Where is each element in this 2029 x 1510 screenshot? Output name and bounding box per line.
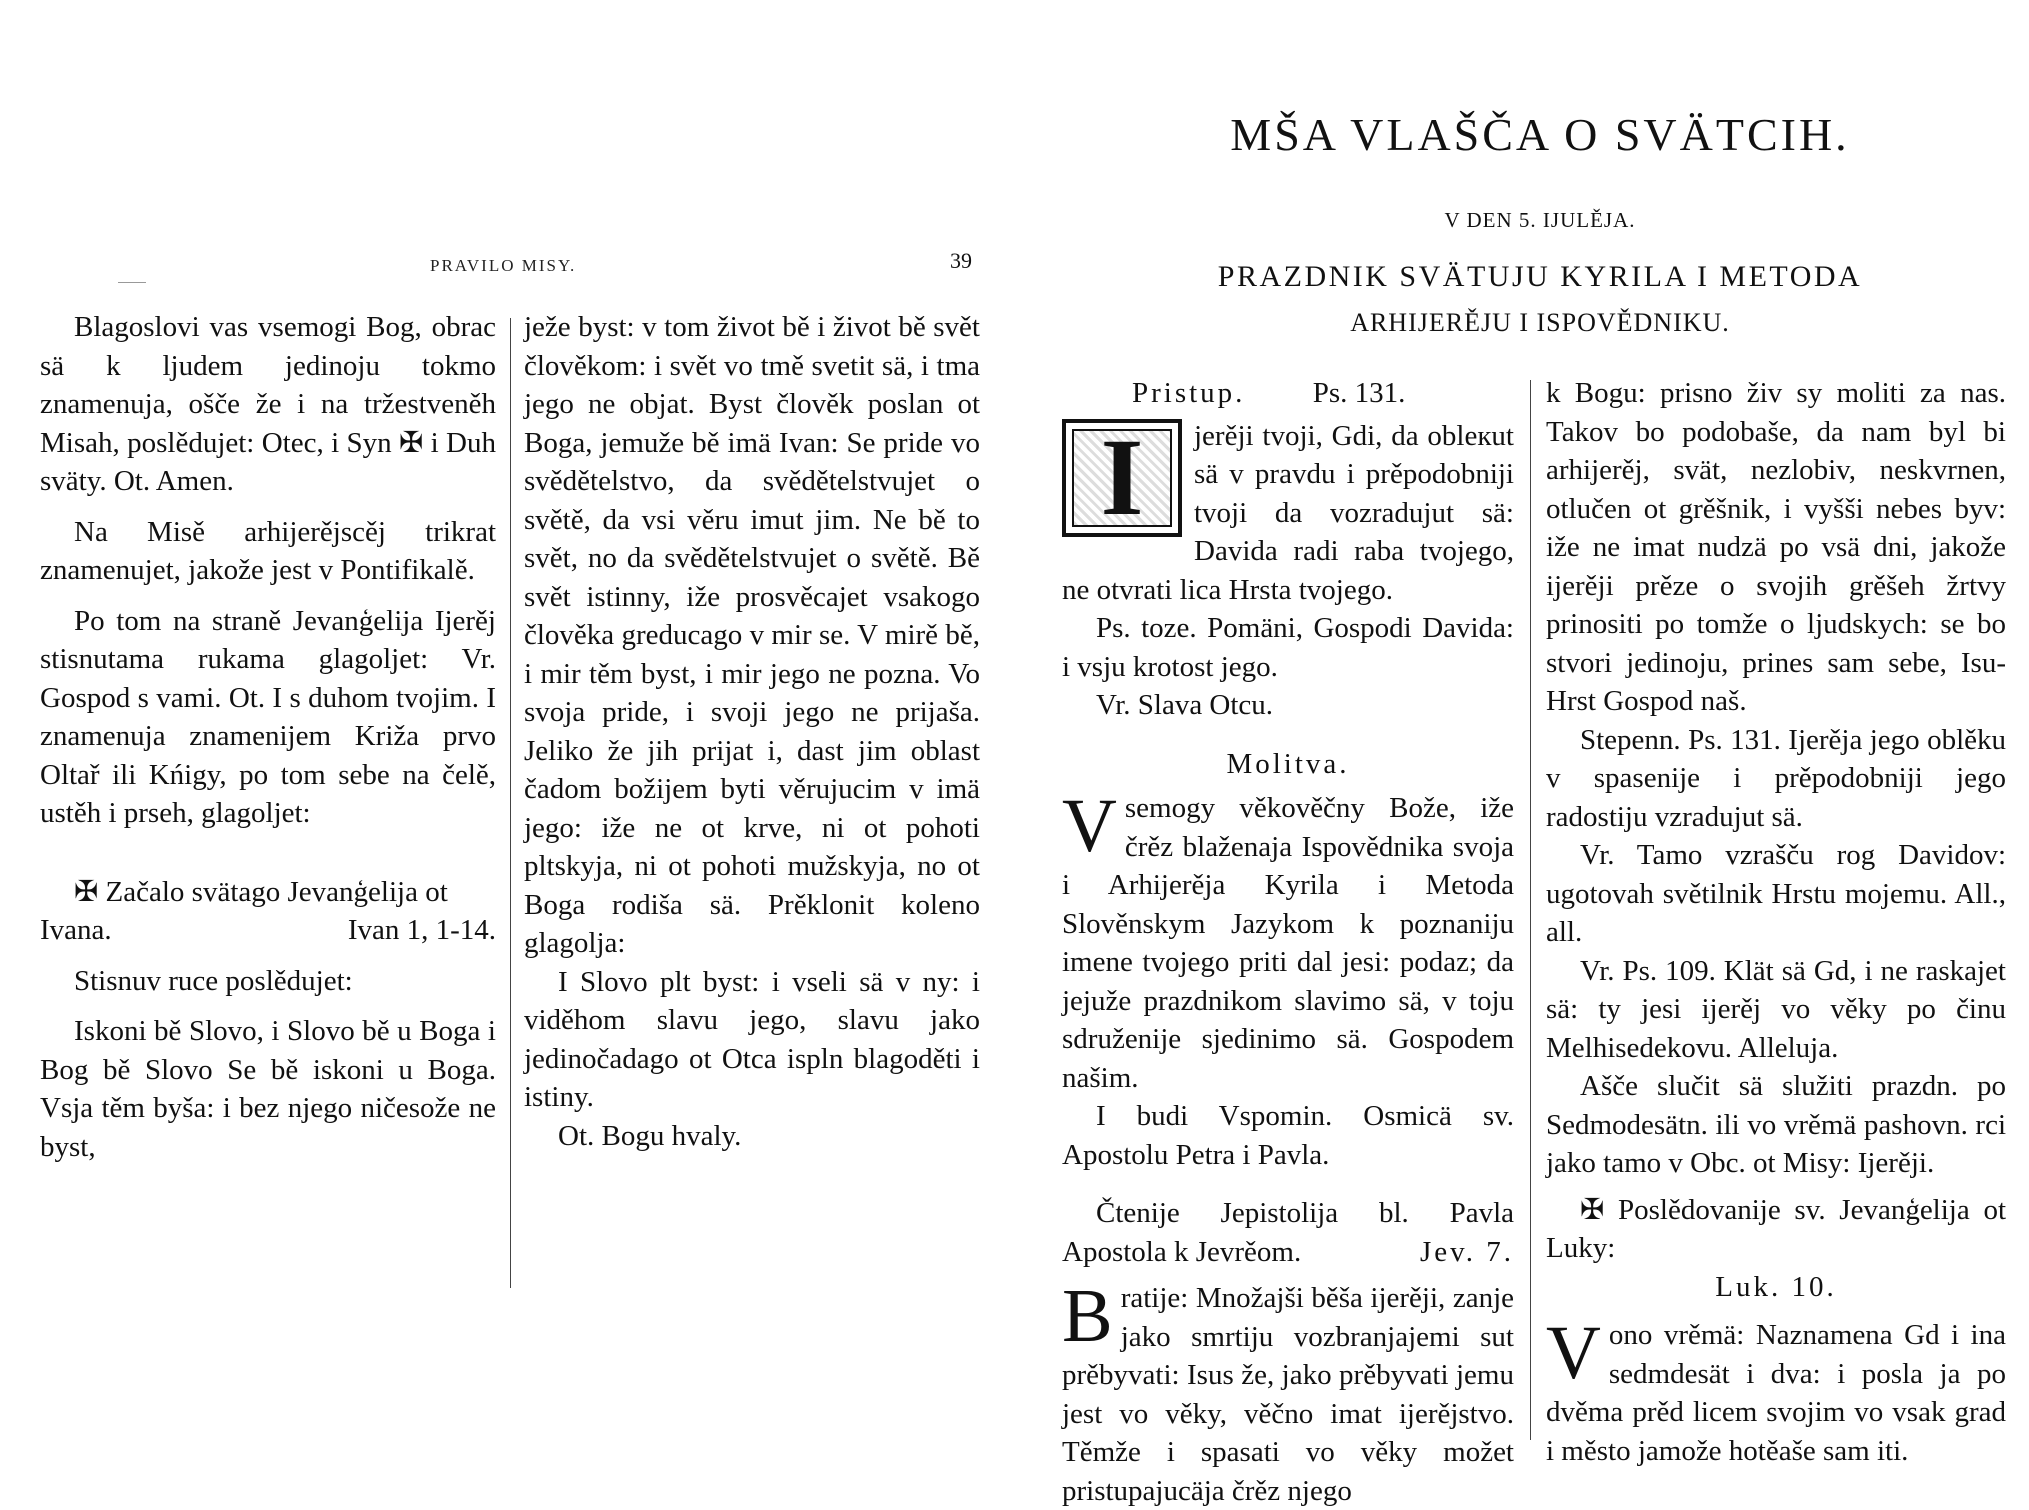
luk-ref: Luk. 10. [1715, 1270, 1837, 1303]
column-rule-right [1530, 380, 1531, 1440]
bratije-text: ratije: Množajši běša ijerěji, zanje jako smrtiju vozbranjajemi sut prěbyvati: Isus že, jako prěbyvati jemu jest vo věky, věčno imat ijerějstvo. Těmže i spasati vo věky možet pristupajucäja črěz njego [1062, 1282, 1514, 1507]
ornamental-initial [1062, 415, 1182, 538]
initial-letter: I [1100, 415, 1144, 538]
right-column-2 [1546, 374, 2006, 1470]
drop-cap-v2: V [1546, 1311, 1601, 1395]
feast-date: V DEN 5. IJULĚJA. [1444, 208, 1636, 232]
ctenije-text: Čtenije Jepistolija bl. Pavla Apostola k Jevrěom. [1062, 1197, 1514, 1268]
pristup-paragraph [1062, 417, 1514, 610]
pristup-label: Pristup. [1132, 377, 1246, 409]
right-column-1 [1062, 374, 1514, 1510]
molitva-heading: Molitva. [1226, 747, 1350, 780]
vono-text: ono vrěmä: Naznamena Gd i ina sedmdesät i dva: i posla ja po dvěma prěd licem svojim vo vsak grad i město jamože hotěaše sam iti. [1546, 1319, 2006, 1467]
page-number: 39 [950, 248, 972, 273]
paragraph-asce: Ašče slučit sä služiti prazdn. po Sedmodesätn. ili vo vrěmä pashovn. rci jako tamo v Obc. ot Misy: Ijerěji. [1546, 1070, 2006, 1179]
column-rule-left [510, 318, 511, 1288]
paragraph-po-tom: Po tom na straně Jevanģelija Ijerěj stisnutama rukama glagoljet: Vr. Gospod s vami. Ot. I s duhom tvojim. I znamenuja znamenijem Križa prvo Oltař ili Kńigy, po tom sebe na čelě, ustěh i prseh, glagoljet: [40, 604, 496, 829]
paragraph-jeze: ježe byst: v tom život bě i život bě svět člověkom: i svět vo tmě svetit sä, i tma jego ne objat. Byst člověk poslan ot Boga, jemuže bě imä Ivan: Se pride vo svědětelstvo, da svědětelstvujet o světě, da vsi věru imut jim. Ne bě to svět, no da svědětelstvujet o světě. Bě svět istinny, iže prosvěcajet vsakogo člověka greducago v mir se. V mirě bě, i mir těm byst, i mir jego ne pozna. Vo svoja pride, i svoji jego ne prijaša. Jeliko že jih prijat i, dast jim oblast čadom božijem byti věrujucim v imä jego: iže ne ot krve, ni ot pohoti pltskyja, ni ot pohoti mužskyja, no ot Boga rodiša sä. Prěklonit koleno glagolja: [524, 311, 980, 959]
paragraph-ps-109: Vr. Ps. 109. Klät sä Gd, i ne raskajet sä: ty jesi ijerěj vo věky po činu Melhisedekovu. Alleluja. [1546, 954, 2006, 1064]
slava-otcu: Vr. Slava Otcu. [1096, 689, 1274, 721]
paragraph-ot-bogu: Ot. Bogu hvaly. [558, 1119, 742, 1152]
zacalo-ref: Ivan 1, 1-14. [347, 914, 496, 946]
running-head: PRAVILO MISY. [430, 256, 577, 275]
drop-cap-v: V [1062, 784, 1117, 868]
bratije-paragraph [1062, 1274, 1514, 1510]
ctenije [1062, 1194, 1514, 1271]
paragraph-slovo-plt: I Slovo plt byst: i vseli sä v ny: i viděhom slavu jego, slavu jako jedinočadago ot Otca ispln blagoděti i istiny. [524, 965, 980, 1113]
paragraph-stepenn: Stepenn. Ps. 131. Ijerěja jego oblěku v spasenije i prěpodobniji jego radostiju vzradujut sä. [1546, 723, 2006, 833]
molitva-text: semogy věkověčny Bože, iže črěz blaženaja Ispovědnika svoja i Arhijerěja Kyrila i Metoda Slověnskym Jazykom k poznaniju imene tvojego priti dal jesi: podaz; da jejuže prazdnikom slavimo sä, v toju sdruženije sjedinimo sä. Gospodem našim. [1062, 792, 1514, 1094]
vono-paragraph [1546, 1311, 2006, 1470]
pristup-heading [1062, 374, 1514, 413]
paragraph-k-bogu: k Bogu: prisno živ sy moliti za nas. Takov bo podobaše, da nam byl bi arhijerěj, svät, nezlobiv, neskvrnen, otlučen ot grěšnik, i vyšši nebes byv: iže ne imat nudzä po vsä dni, jakože ijerěji prěze o svojih grěšeh žrtvy prinositi po tomže o ljudskych: se bo stvori jedinoju, prines sam sebe, Isu-Hrst Gospod naš. [1546, 377, 2006, 717]
paragraph-zacalo [40, 873, 496, 950]
paragraph-tamo: Vr. Tamo vzrašču rog Davidov: ugotovah světilnik Hrstu mojemu. All., all. [1546, 839, 2006, 948]
paragraph-iskoni: Iskoni bě Slovo, i Slovo bě u Boga i Bog bě Slovo Se bě iskoni u Boga. Vsja těm byša: i bez njego ničesože ne byst, [40, 1015, 496, 1163]
page-title: MŠA VLAŠČA O SVÄTCIH. [1230, 109, 1850, 160]
paragraph-stisnuv: Stisnuv ruce poslědujet: [74, 964, 353, 997]
pristup-text: jerěji tvoji, Gdi, da obleкut sä v pravdu i prěpodobniji tvoji da vozradujut sä: Davida radi raba tvojego, ne otvrati lica Hrsta tvojego. [1062, 419, 1514, 606]
zacalo-text: ✠ Začalo svätago Jevanģelija ot Ivana. [40, 875, 448, 946]
feast-subtitle: ARHIJERĚJU I ISPOVĚDNIKU. [1350, 308, 1730, 337]
top-mark [118, 282, 146, 283]
left-column-1 [40, 308, 496, 1166]
ps-toze: Ps. toze. Pomäni, Gospodi Davida: i vsju krotost jego. [1062, 612, 1514, 683]
ctenije-ref: Jev. 7. [1419, 1235, 1514, 1268]
paragraph-blagoslovi: Blagoslovi vas vsemogi Bog, obrac sä k ljudem jedinoju tokmo znamenuja, ošče že i na tržestveněh Misah, poslědujet: Otec, i Syn ✠ i Duh sväty. Ot. Amen. [40, 311, 496, 497]
feast-title: PRAZDNIK SVÄTUJU KYRILA I METODA [1217, 260, 1863, 293]
pristup-ref: Ps. 131. [1312, 377, 1406, 409]
paragraph-poslědovanije: ✠ Poslědovanije sv. Jevanģelija ot Luky: [1546, 1193, 2006, 1264]
drop-cap-b: B [1062, 1274, 1113, 1358]
left-column-2 [524, 308, 980, 1155]
vspomin: I budi Vspomin. Osmicä sv. Apostolu Petra i Pavla. [1062, 1100, 1514, 1171]
molitva-paragraph [1062, 784, 1514, 1097]
paragraph-na-mise: Na Misě arhijerějscěj trikrat znamenujet, jakože jest v Pontifikalě. [40, 515, 496, 586]
